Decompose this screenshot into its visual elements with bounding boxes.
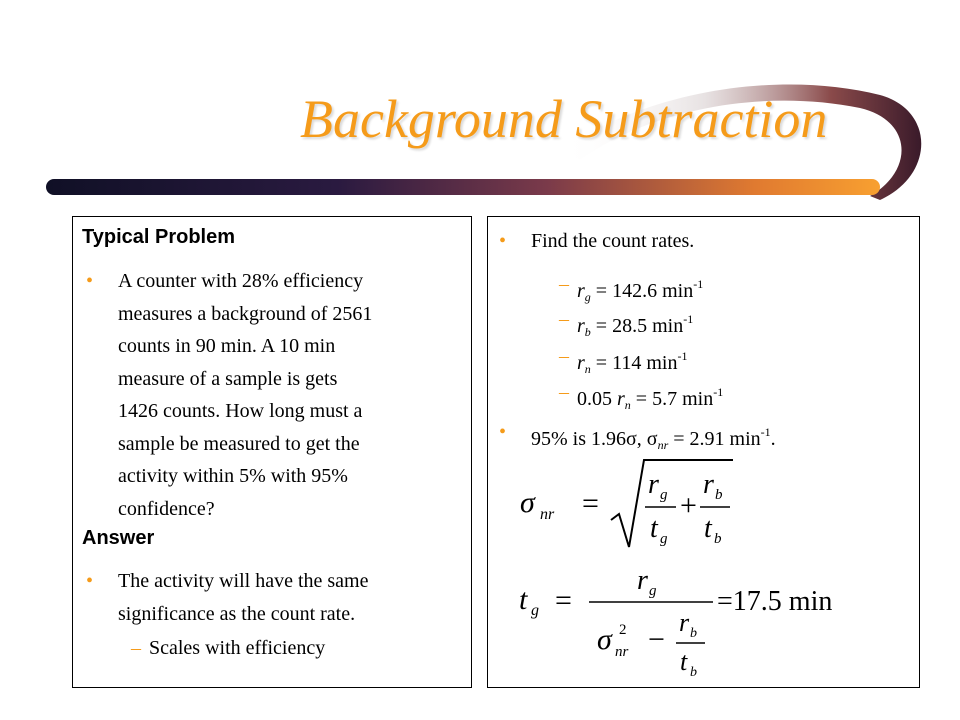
rate-exponent: -1 bbox=[683, 312, 694, 326]
dash-marker: – bbox=[559, 308, 569, 330]
slide-title: Background Subtraction bbox=[300, 89, 828, 149]
eq-sigma: σ bbox=[520, 486, 535, 519]
eq-sub: b bbox=[690, 665, 697, 677]
eq-sub: g bbox=[649, 583, 657, 599]
dash-marker: – bbox=[559, 273, 569, 295]
problem-line: activity within 5% with 95% bbox=[118, 465, 348, 487]
eq-sub: g bbox=[660, 531, 668, 547]
bullet-dot: • bbox=[86, 570, 94, 592]
bullet-dot: • bbox=[86, 270, 94, 292]
problem-line: measures a background of 2561 bbox=[118, 302, 373, 325]
eq-square: 2 bbox=[619, 622, 627, 638]
rate-value: = 142.6 min bbox=[590, 280, 694, 302]
sigma-nr-equation bbox=[508, 452, 808, 552]
sigma-end: . bbox=[770, 428, 776, 450]
eq-t: t bbox=[680, 647, 688, 676]
rate-subscript: n bbox=[624, 398, 631, 412]
sigma-exponent: -1 bbox=[760, 425, 771, 439]
solution-panel bbox=[487, 216, 920, 688]
bullet-dot: • bbox=[499, 421, 507, 443]
rate-value: = 114 min bbox=[590, 352, 678, 374]
eq-minus: − bbox=[648, 623, 665, 656]
eq-t: t bbox=[650, 513, 658, 544]
eq-r: r bbox=[679, 608, 690, 637]
dash-marker: – bbox=[131, 637, 141, 659]
answer-line: The activity will have the same bbox=[118, 570, 369, 592]
eq-sigma: σ bbox=[597, 623, 612, 656]
rate-symbol: r bbox=[577, 352, 585, 374]
eq-t: t bbox=[704, 513, 712, 544]
eq-r: r bbox=[648, 469, 659, 500]
problem-line: counts in 90 min. A 10 min bbox=[118, 335, 336, 357]
eq-r: r bbox=[637, 565, 648, 596]
rate-subscript: g bbox=[584, 290, 591, 304]
answer-text bbox=[118, 565, 368, 630]
sigma-subscript: nr bbox=[657, 438, 669, 452]
rate-value: = 28.5 min bbox=[590, 315, 684, 337]
rate-exponent: -1 bbox=[677, 349, 688, 363]
bullet-dot: • bbox=[499, 230, 507, 252]
sub-item-text: Scales with efficiency bbox=[149, 637, 326, 659]
rate-symbol: r bbox=[617, 388, 625, 410]
eq-t: t bbox=[519, 583, 528, 616]
eq-r: r bbox=[703, 469, 714, 500]
rate-exponent: -1 bbox=[693, 277, 704, 291]
eq-sub: b bbox=[715, 487, 723, 503]
rate-exponent: -1 bbox=[713, 385, 724, 399]
eq-sigma-sub: nr bbox=[540, 506, 555, 523]
eq-sub: g bbox=[531, 602, 539, 619]
problem-line: confidence? bbox=[118, 497, 215, 520]
rate-subscript: n bbox=[584, 362, 591, 376]
problem-panel bbox=[72, 216, 472, 688]
eq-plus: + bbox=[680, 489, 697, 522]
eq-result: =17.5 min bbox=[717, 586, 833, 617]
rate-value: = 5.7 min bbox=[630, 388, 714, 410]
eq-sub: b bbox=[714, 531, 722, 547]
eq-sigma-sub: nr bbox=[615, 644, 629, 660]
eq-sub: g bbox=[660, 487, 668, 503]
sigma-text: 95% is 1.96σ, σ bbox=[531, 428, 658, 450]
dash-marker: – bbox=[559, 345, 569, 367]
eq-equals: = bbox=[555, 584, 572, 617]
rate-symbol: r bbox=[577, 315, 585, 337]
problem-line: A counter with 28% efficiency bbox=[118, 270, 364, 292]
problem-line: sample be measured to get the bbox=[118, 432, 360, 455]
rate-subscript: b bbox=[584, 325, 591, 339]
tg-equation bbox=[513, 559, 893, 677]
problem-line: 1426 counts. How long must a bbox=[118, 400, 363, 422]
problem-text bbox=[118, 265, 372, 525]
rate-prefix: 0.05 bbox=[577, 388, 617, 410]
bullet-text: Find the count rates. bbox=[531, 230, 695, 252]
problem-line: measure of a sample is gets bbox=[118, 367, 338, 390]
rate-text bbox=[577, 376, 723, 421]
heading-typical-problem: Typical Problem bbox=[82, 226, 236, 248]
rate-symbol: r bbox=[577, 280, 585, 302]
dash-marker: – bbox=[559, 381, 569, 403]
answer-line: significance as the count rate. bbox=[118, 602, 356, 625]
heading-answer: Answer bbox=[82, 527, 155, 549]
eq-equals: = bbox=[582, 487, 599, 520]
eq-sub: b bbox=[690, 626, 697, 641]
sigma-value: = 2.91 min bbox=[668, 428, 761, 450]
